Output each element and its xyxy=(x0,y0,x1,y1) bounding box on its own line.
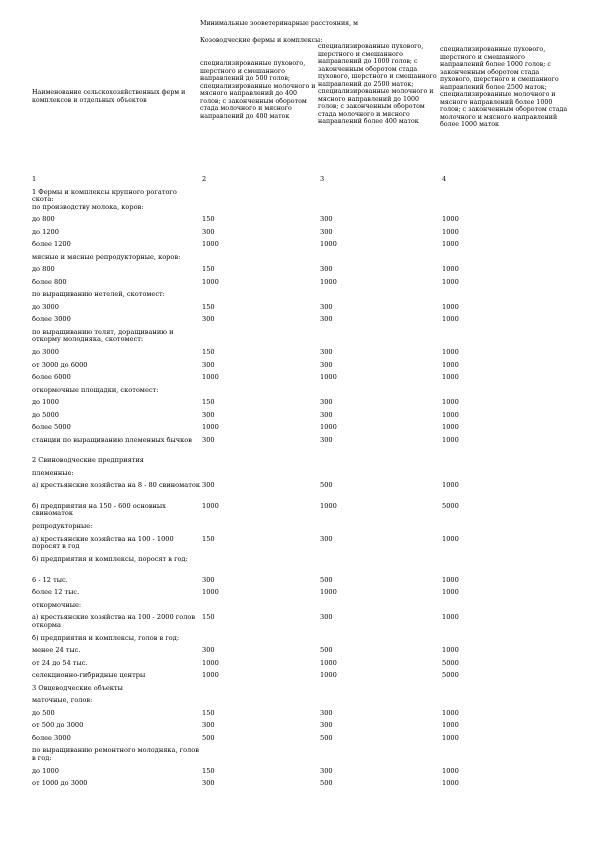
cell-distance-large xyxy=(442,204,572,217)
cell-distance-large: 1000 xyxy=(442,411,459,419)
table-row xyxy=(32,349,572,362)
cell-distance-small: 2 xyxy=(202,176,207,183)
cell-distance-small: 300 xyxy=(202,316,215,324)
cell-distance-medium: 1000 xyxy=(320,424,337,432)
cell-distance-large xyxy=(442,470,572,483)
cell-distance-small xyxy=(202,387,320,400)
cell-name: до 3000 xyxy=(32,303,59,311)
cell-distance-large xyxy=(442,291,572,304)
table-row xyxy=(32,189,572,204)
cell-name: более 3000 xyxy=(32,316,71,324)
cell-distance-small: 300 xyxy=(202,482,215,490)
cell-distance-large xyxy=(442,189,572,204)
cell-distance-small: 300 xyxy=(202,361,215,369)
cell-distance-small xyxy=(202,635,320,648)
cell-distance-large xyxy=(442,685,572,698)
cell-distance-medium xyxy=(320,291,442,304)
cell-name: откормочные площадки, скотомест: xyxy=(32,386,159,394)
cell-distance-small xyxy=(202,747,320,768)
cell-name: б) предприятия и комплексы, голов в год: xyxy=(32,634,180,642)
cell-name: а) крестьянские хозяйства на 100 - 1000 поросят в год xyxy=(32,535,174,551)
cell-distance-large: 1000 xyxy=(442,780,459,788)
table-row xyxy=(32,329,572,350)
cell-name: от 3000 до 6000 xyxy=(32,361,88,369)
cell-name: маточные, голов: xyxy=(32,697,93,705)
cell-distance-medium xyxy=(320,189,442,204)
cell-distance-small: 300 xyxy=(202,411,215,419)
table-row xyxy=(32,556,572,577)
cell-name: 3 Овцеводческие объекты xyxy=(32,684,123,692)
table-row xyxy=(32,229,572,242)
cell-distance-large: 1000 xyxy=(442,216,459,224)
cell-distance-small: 1000 xyxy=(202,502,219,510)
cell-name: по выращиванию нетелей, скотомест: xyxy=(32,291,165,299)
cell-distance-medium: 300 xyxy=(320,614,333,622)
cell-distance-large: 1000 xyxy=(442,399,459,407)
table-row xyxy=(32,176,572,189)
cell-name: более 3000 xyxy=(32,734,71,742)
cell-distance-large xyxy=(442,747,572,768)
column-header-name: Наименование сельскохозяйственных ферм и комплексов и отдельных объектов xyxy=(32,89,186,104)
table-row xyxy=(32,735,572,748)
cell-distance-small: 1000 xyxy=(202,374,219,382)
cell-name: 1 xyxy=(32,176,37,183)
cell-name: до 5000 xyxy=(32,411,59,419)
cell-distance-small: 1000 xyxy=(202,659,219,667)
cell-distance-small: 150 xyxy=(202,709,215,717)
cell-distance-large xyxy=(442,254,572,267)
cell-distance-large: 1000 xyxy=(442,767,459,775)
cell-distance-large: 1000 xyxy=(442,278,459,286)
table-row xyxy=(32,614,572,635)
cell-distance-large: 1000 xyxy=(442,424,459,432)
cell-distance-medium: 1000 xyxy=(320,659,337,667)
cell-name: более 5000 xyxy=(32,424,71,432)
cell-distance-medium xyxy=(320,523,442,536)
cell-name: по выращиванию ремонтного молодняка, голов в год: xyxy=(32,747,199,762)
cell-distance-large: 1000 xyxy=(442,303,459,311)
cell-distance-small xyxy=(202,291,320,304)
cell-distance-medium: 1000 xyxy=(320,502,337,510)
cell-name: 6 - 12 тыс. xyxy=(32,576,68,584)
table-row xyxy=(32,768,572,781)
table-row xyxy=(32,577,572,590)
cell-distance-large: 1000 xyxy=(442,436,459,444)
cell-distance-medium: 300 xyxy=(320,303,333,311)
cell-distance-medium xyxy=(320,387,442,400)
column-header-farms-small: специализированные пухового, шерстного и смешанного направлений до 500 голов; специализированные молочного и мясного направлений до 400 голов; с законченным оборотом стада молочного и мясного направлений до 400 маток xyxy=(200,60,316,120)
cell-name: более 1200 xyxy=(32,241,71,249)
cell-name: до 1200 xyxy=(32,228,59,236)
cell-distance-small xyxy=(202,204,320,217)
cell-distance-medium xyxy=(320,747,442,768)
cell-distance-small: 150 xyxy=(202,266,215,274)
cell-distance-medium xyxy=(320,470,442,483)
cell-distance-large: 1000 xyxy=(442,576,459,584)
cell-distance-large: 1000 xyxy=(442,589,459,597)
distances-table xyxy=(32,176,572,793)
cell-distance-medium: 300 xyxy=(320,767,333,775)
cell-name: репродукторные: xyxy=(32,523,93,531)
cell-distance-large: 1000 xyxy=(442,614,459,622)
cell-name: более 800 xyxy=(32,278,67,286)
table-row xyxy=(32,412,572,425)
table-row xyxy=(32,780,572,793)
cell-distance-small xyxy=(202,523,320,536)
table-row xyxy=(32,536,572,557)
cell-name: по производству молока, коров: xyxy=(32,203,144,211)
cell-name: менее 24 тыс. xyxy=(32,647,81,655)
cell-distance-small: 150 xyxy=(202,767,215,775)
cell-distance-large xyxy=(442,523,572,536)
cell-distance-medium: 300 xyxy=(320,228,333,236)
cell-distance-small: 150 xyxy=(202,614,215,622)
cell-name: до 1000 xyxy=(32,399,59,407)
cell-distance-medium: 500 xyxy=(320,780,333,788)
cell-distance-large: 5000 xyxy=(442,659,459,667)
cell-distance-medium: 500 xyxy=(320,734,333,742)
table-row xyxy=(32,647,572,660)
cell-distance-small: 300 xyxy=(202,647,215,655)
table-row xyxy=(32,503,572,524)
table-row xyxy=(32,291,572,304)
cell-distance-large: 1000 xyxy=(442,228,459,236)
cell-distance-medium: 300 xyxy=(320,216,333,224)
table-row xyxy=(32,697,572,710)
cell-distance-large: 1000 xyxy=(442,316,459,324)
cell-distance-small xyxy=(202,470,320,483)
cell-distance-large: 1000 xyxy=(442,241,459,249)
cell-distance-large: 1000 xyxy=(442,374,459,382)
cell-distance-small xyxy=(202,685,320,698)
cell-distance-medium: 500 xyxy=(320,576,333,584)
cell-name: от 1000 до 3000 xyxy=(32,780,88,788)
cell-distance-medium xyxy=(320,685,442,698)
cell-distance-medium xyxy=(320,697,442,710)
header-sub-title: Козоводческие фермы и комплексы: xyxy=(200,37,323,44)
cell-distance-large xyxy=(442,556,572,577)
cell-distance-medium: 300 xyxy=(320,361,333,369)
cell-distance-small xyxy=(202,457,320,470)
column-header-farms-large: специализированные пухового, шерстного и смешанного направлений более 1000 голов; с законченным оборотом стада пухового, шерстного и смешанного направлений более 2500 маток; специализированные молочного и мясного направлений более 1000 голов; с законченным оборотом стада молочного и мясного направлений более 1000 маток xyxy=(440,46,568,128)
cell-distance-large: 1000 xyxy=(442,722,459,730)
table-row xyxy=(32,722,572,735)
cell-distance-small: 300 xyxy=(202,436,215,444)
cell-distance-medium: 300 xyxy=(320,399,333,407)
table-row xyxy=(32,457,572,470)
cell-name: мясные и мясные репродукторные, коров: xyxy=(32,253,181,261)
cell-name: б) предприятия на 150 - 600 основных свиноматок xyxy=(32,502,166,518)
cell-distance-small: 300 xyxy=(202,576,215,584)
cell-distance-medium: 1000 xyxy=(320,672,337,680)
cell-distance-small xyxy=(202,602,320,615)
cell-distance-large xyxy=(442,635,572,648)
table-row xyxy=(32,660,572,673)
cell-distance-medium: 300 xyxy=(320,436,333,444)
cell-distance-large: 1000 xyxy=(442,482,459,490)
cell-distance-large: 4 xyxy=(442,176,447,183)
table-row xyxy=(32,316,572,329)
table-row xyxy=(32,374,572,387)
cell-distance-medium: 3 xyxy=(320,176,325,183)
cell-distance-large xyxy=(442,329,572,350)
cell-distance-small: 1000 xyxy=(202,278,219,286)
table-row xyxy=(32,710,572,723)
cell-distance-medium xyxy=(320,254,442,267)
cell-distance-small: 300 xyxy=(202,780,215,788)
cell-name: до 500 xyxy=(32,709,55,717)
cell-distance-medium: 300 xyxy=(320,266,333,274)
cell-distance-medium xyxy=(320,635,442,648)
header-top-title: Минимальные зооветеринарные расстояния, м xyxy=(200,20,359,27)
cell-distance-medium xyxy=(320,556,442,577)
cell-distance-medium: 300 xyxy=(320,349,333,357)
column-header-farms-medium: специализированные пухового, шерстного и смешанного направлений до 1000 голов; с законченным оборотом стада пухового, шерстного и смешанного направлений до 2500 маток; специализированные молочного и мясного направлений до 1000 голов; с законченным оборотом стада молочного и мясного направлений более 400 маток xyxy=(318,43,437,125)
cell-distance-large xyxy=(442,457,572,470)
table-row xyxy=(32,279,572,292)
cell-distance-large: 1000 xyxy=(442,709,459,717)
cell-distance-large: 1000 xyxy=(442,349,459,357)
table-row xyxy=(32,635,572,648)
table-row xyxy=(32,482,572,503)
cell-distance-small: 1000 xyxy=(202,672,219,680)
cell-distance-large: 1000 xyxy=(442,361,459,369)
cell-distance-small xyxy=(202,697,320,710)
cell-name: до 800 xyxy=(32,266,55,274)
cell-distance-large: 1000 xyxy=(442,266,459,274)
cell-distance-medium: 300 xyxy=(320,535,333,543)
cell-name: более 12 тыс. xyxy=(32,589,80,597)
cell-name: б) предприятия и комплексы, поросят в год: xyxy=(32,556,188,564)
table-row xyxy=(32,437,572,458)
cell-name: а) крестьянские хозяйства на 8 - 80 свиноматок xyxy=(32,482,200,490)
cell-distance-medium: 300 xyxy=(320,316,333,324)
table-row xyxy=(32,387,572,400)
cell-distance-large: 1000 xyxy=(442,734,459,742)
table-row xyxy=(32,523,572,536)
cell-distance-small: 500 xyxy=(202,734,215,742)
table-row xyxy=(32,424,572,437)
cell-distance-medium xyxy=(320,329,442,350)
cell-distance-small: 300 xyxy=(202,722,215,730)
table-row xyxy=(32,399,572,412)
cell-name: более 6000 xyxy=(32,374,71,382)
cell-distance-small xyxy=(202,556,320,577)
cell-distance-small: 150 xyxy=(202,349,215,357)
cell-distance-medium xyxy=(320,457,442,470)
cell-name: от 24 до 54 тыс. xyxy=(32,659,88,667)
cell-name: а) крестьянские хозяйства на 100 - 2000 голов откорма xyxy=(32,614,196,629)
cell-distance-small: 150 xyxy=(202,216,215,224)
table-row xyxy=(32,241,572,254)
cell-distance-large xyxy=(442,602,572,615)
cell-distance-medium: 1000 xyxy=(320,241,337,249)
cell-distance-medium: 500 xyxy=(320,482,333,490)
cell-distance-small: 1000 xyxy=(202,241,219,249)
cell-distance-small: 1000 xyxy=(202,424,219,432)
cell-name: селекционно-гибридные центры xyxy=(32,672,146,680)
table-row xyxy=(32,216,572,229)
cell-distance-small xyxy=(202,189,320,204)
table-row xyxy=(32,266,572,279)
cell-distance-small xyxy=(202,329,320,350)
cell-distance-small: 150 xyxy=(202,303,215,311)
cell-name: до 3000 xyxy=(32,349,59,357)
cell-distance-medium: 300 xyxy=(320,411,333,419)
table-row xyxy=(32,589,572,602)
cell-distance-large: 5000 xyxy=(442,502,459,510)
cell-name: 1 Фермы и комплексы крупного рогатого скота: xyxy=(32,188,177,204)
cell-distance-medium xyxy=(320,204,442,217)
cell-distance-medium: 300 xyxy=(320,722,333,730)
cell-distance-large: 1000 xyxy=(442,647,459,655)
cell-distance-medium: 1000 xyxy=(320,589,337,597)
cell-distance-medium: 500 xyxy=(320,647,333,655)
cell-distance-medium: 1000 xyxy=(320,374,337,382)
table-row xyxy=(32,672,572,685)
cell-distance-large: 5000 xyxy=(442,672,459,680)
table-row xyxy=(32,747,572,768)
cell-distance-large xyxy=(442,697,572,710)
table-row xyxy=(32,204,572,217)
cell-distance-small xyxy=(202,254,320,267)
table-row xyxy=(32,254,572,267)
table-row xyxy=(32,304,572,317)
cell-distance-small: 150 xyxy=(202,399,215,407)
table-row xyxy=(32,362,572,375)
cell-name: станции по выращиванию племенных бычков xyxy=(32,436,192,444)
cell-distance-medium xyxy=(320,602,442,615)
cell-distance-large xyxy=(442,387,572,400)
cell-distance-small: 1000 xyxy=(202,589,219,597)
table-row xyxy=(32,685,572,698)
cell-distance-medium: 300 xyxy=(320,709,333,717)
table-row xyxy=(32,602,572,615)
table-row xyxy=(32,470,572,483)
cell-distance-small: 300 xyxy=(202,228,215,236)
cell-name: племенные: xyxy=(32,469,74,477)
cell-distance-medium: 1000 xyxy=(320,278,337,286)
cell-name: 2 Свиноводческие предприятия xyxy=(32,457,144,465)
cell-distance-small: 150 xyxy=(202,535,215,543)
cell-name: по выращиванию телят, доращиванию и откорму молодняка, скотомест: xyxy=(32,328,174,344)
cell-name: до 1000 xyxy=(32,767,59,775)
cell-distance-large: 1000 xyxy=(442,535,459,543)
cell-name: от 500 до 3000 xyxy=(32,722,84,730)
cell-name: до 800 xyxy=(32,216,55,224)
cell-name: откормочные: xyxy=(32,601,82,609)
